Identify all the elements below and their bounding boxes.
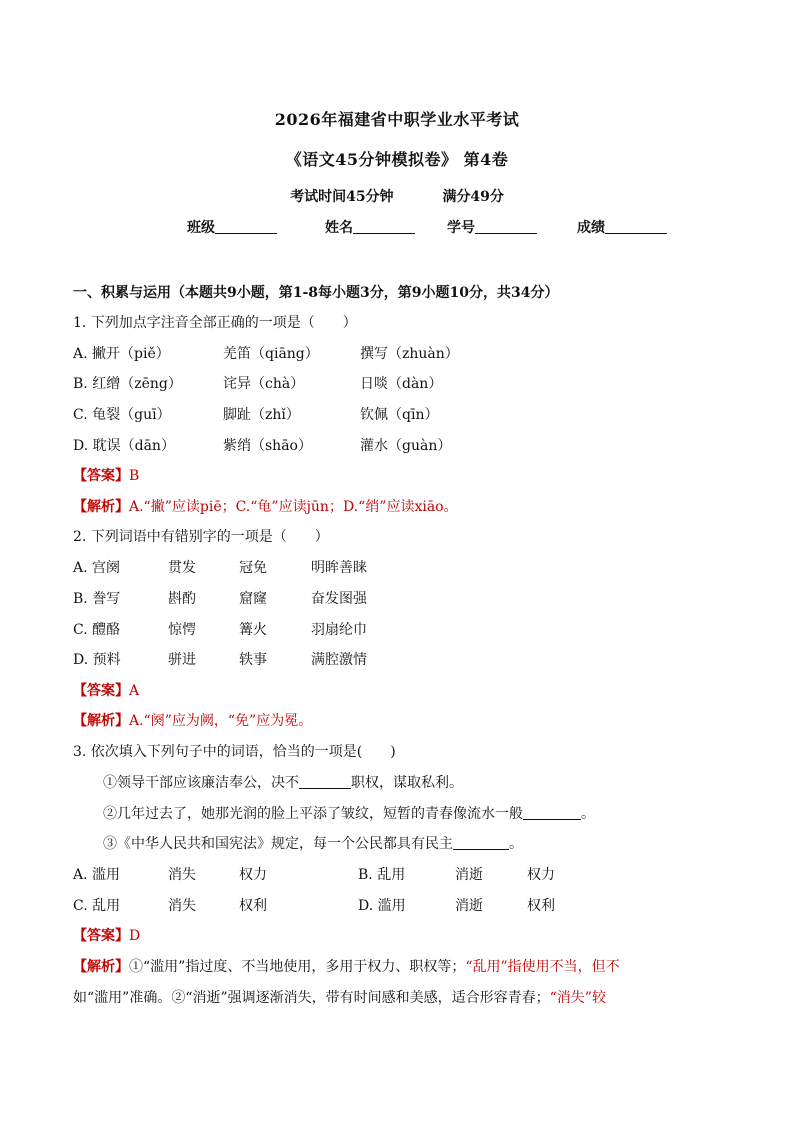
q2-stem: 2. 下列词语中有错别字的一项是（ ） bbox=[73, 529, 329, 545]
document-page: 2026年福建省中职学业水平考试 《语文45分钟模拟卷》 第4卷 考试时间45分钟 满分49分 班级 姓名 学号 成绩 一、积累与运用（本题共9小题，第1-8每小题3分，第9小题10分，共34分） 1. 下列加点字注音全部正确的一项是（ ） A. 撇开（piě） 羌笛（qiāng） 撰写（zhuàn） B. 红缯（zēng） 诧异（chà） 日啖（dàn） C. 龟裂（guī） 脚趾（zhǐ） 钦佩（qīn） D. 耽误（dān） 紫绡（shāo） 灌水（guàn） 【答案】B 【解析】A.“撇”应读piē；C.“龟”应读jūn；D.“绡”应读xiāo。 2. 下列词语中有错别字的一项是（ ） A. 宫阕 贯发 冠免 明眸善睐 B. 誊写 斟酌 窟窿 奋发图强 C. 醴酪 惊愕 篝火 羽扇纶巾 D. 预料 骈进 轶事 满腔激情 【答案】A 【解析】A.“阕”应为阙，“免”应为冕。 3. 依次填入下列句子中的词语，恰当的一项是( ) ①领导干部应该廉洁奉公，决不 职权，谋取私利。 ②几年过去了，她那光润的脸上平添了皱纹，短暂的青春像流水一般 。 ③《中华人民共和国宪法》规定，每一个公民都具有民主 。 A. 滥用 消失 权力 B. 乱用 消逝 权力 C. 乱用 消失 权利 D. 滥用 消逝 权利 【答案】D 【解析】①“滥用”指过度、不当地使用，多用于权力、职权等；“乱用”指使用不当，但不 如“滥用”准确。②“消逝”强调逐渐消失，带有时间感和美感，适合形容青春；“消失”较 bbox=[0, 0, 794, 1123]
exam-meta bbox=[0, 186, 794, 206]
exam-subtitle: 《语文45分钟模拟卷》 第4卷 bbox=[285, 150, 509, 169]
q2-answer: 【答案】A bbox=[73, 683, 140, 699]
section-heading: 一、积累与运用（本题共9小题，第1-8每小题3分，第9小题10分，共34分） bbox=[73, 285, 559, 301]
exam-score: 满分49分 bbox=[442, 189, 504, 205]
q2-analysis: 【解析】A.“阕”应为阙，“免”应为冕。 bbox=[73, 713, 313, 729]
q1-analysis: 【解析】A.“撇”应读piē；C.“龟”应读jūn；D.“绡”应读xiāo。 bbox=[73, 499, 458, 515]
q1-stem: 1. 下列加点字注音全部正确的一项是（ ） bbox=[73, 315, 357, 331]
q3-sentence-2: ②几年过去了，她那光润的脸上平添了皱纹，短暂的青春像流水一般 。 bbox=[103, 806, 595, 822]
q3-stem: 3. 依次填入下列句子中的词语，恰当的一项是( ) bbox=[73, 744, 396, 760]
grade-field: 成绩 bbox=[577, 217, 667, 237]
q3-analysis-line-1: 【解析】①“滥用”指过度、不当地使用，多用于权力、职权等；“乱用”指使用不当，但不 bbox=[73, 959, 620, 975]
exam-time: 考试时间45分钟 bbox=[290, 189, 394, 205]
id-field: 学号 bbox=[447, 217, 537, 237]
q3-sentence-3: ③《中华人民共和国宪法》规定，每一个公民都具有民主 。 bbox=[103, 836, 523, 852]
q3-sentence-1: ①领导干部应该廉洁奉公，决不 职权，谋取私利。 bbox=[103, 775, 463, 791]
q1-answer: 【答案】B bbox=[73, 468, 140, 484]
name-field: 姓名 bbox=[325, 217, 415, 237]
q3-answer: 【答案】D bbox=[73, 928, 141, 944]
q3-analysis-line-2: 如“滥用”准确。②“消逝”强调逐渐消失，带有时间感和美感，适合形容青春；“消失”较 bbox=[73, 990, 606, 1006]
exam-title: 2026年福建省中职学业水平考试 bbox=[274, 110, 520, 129]
class-field: 班级 bbox=[187, 217, 277, 237]
